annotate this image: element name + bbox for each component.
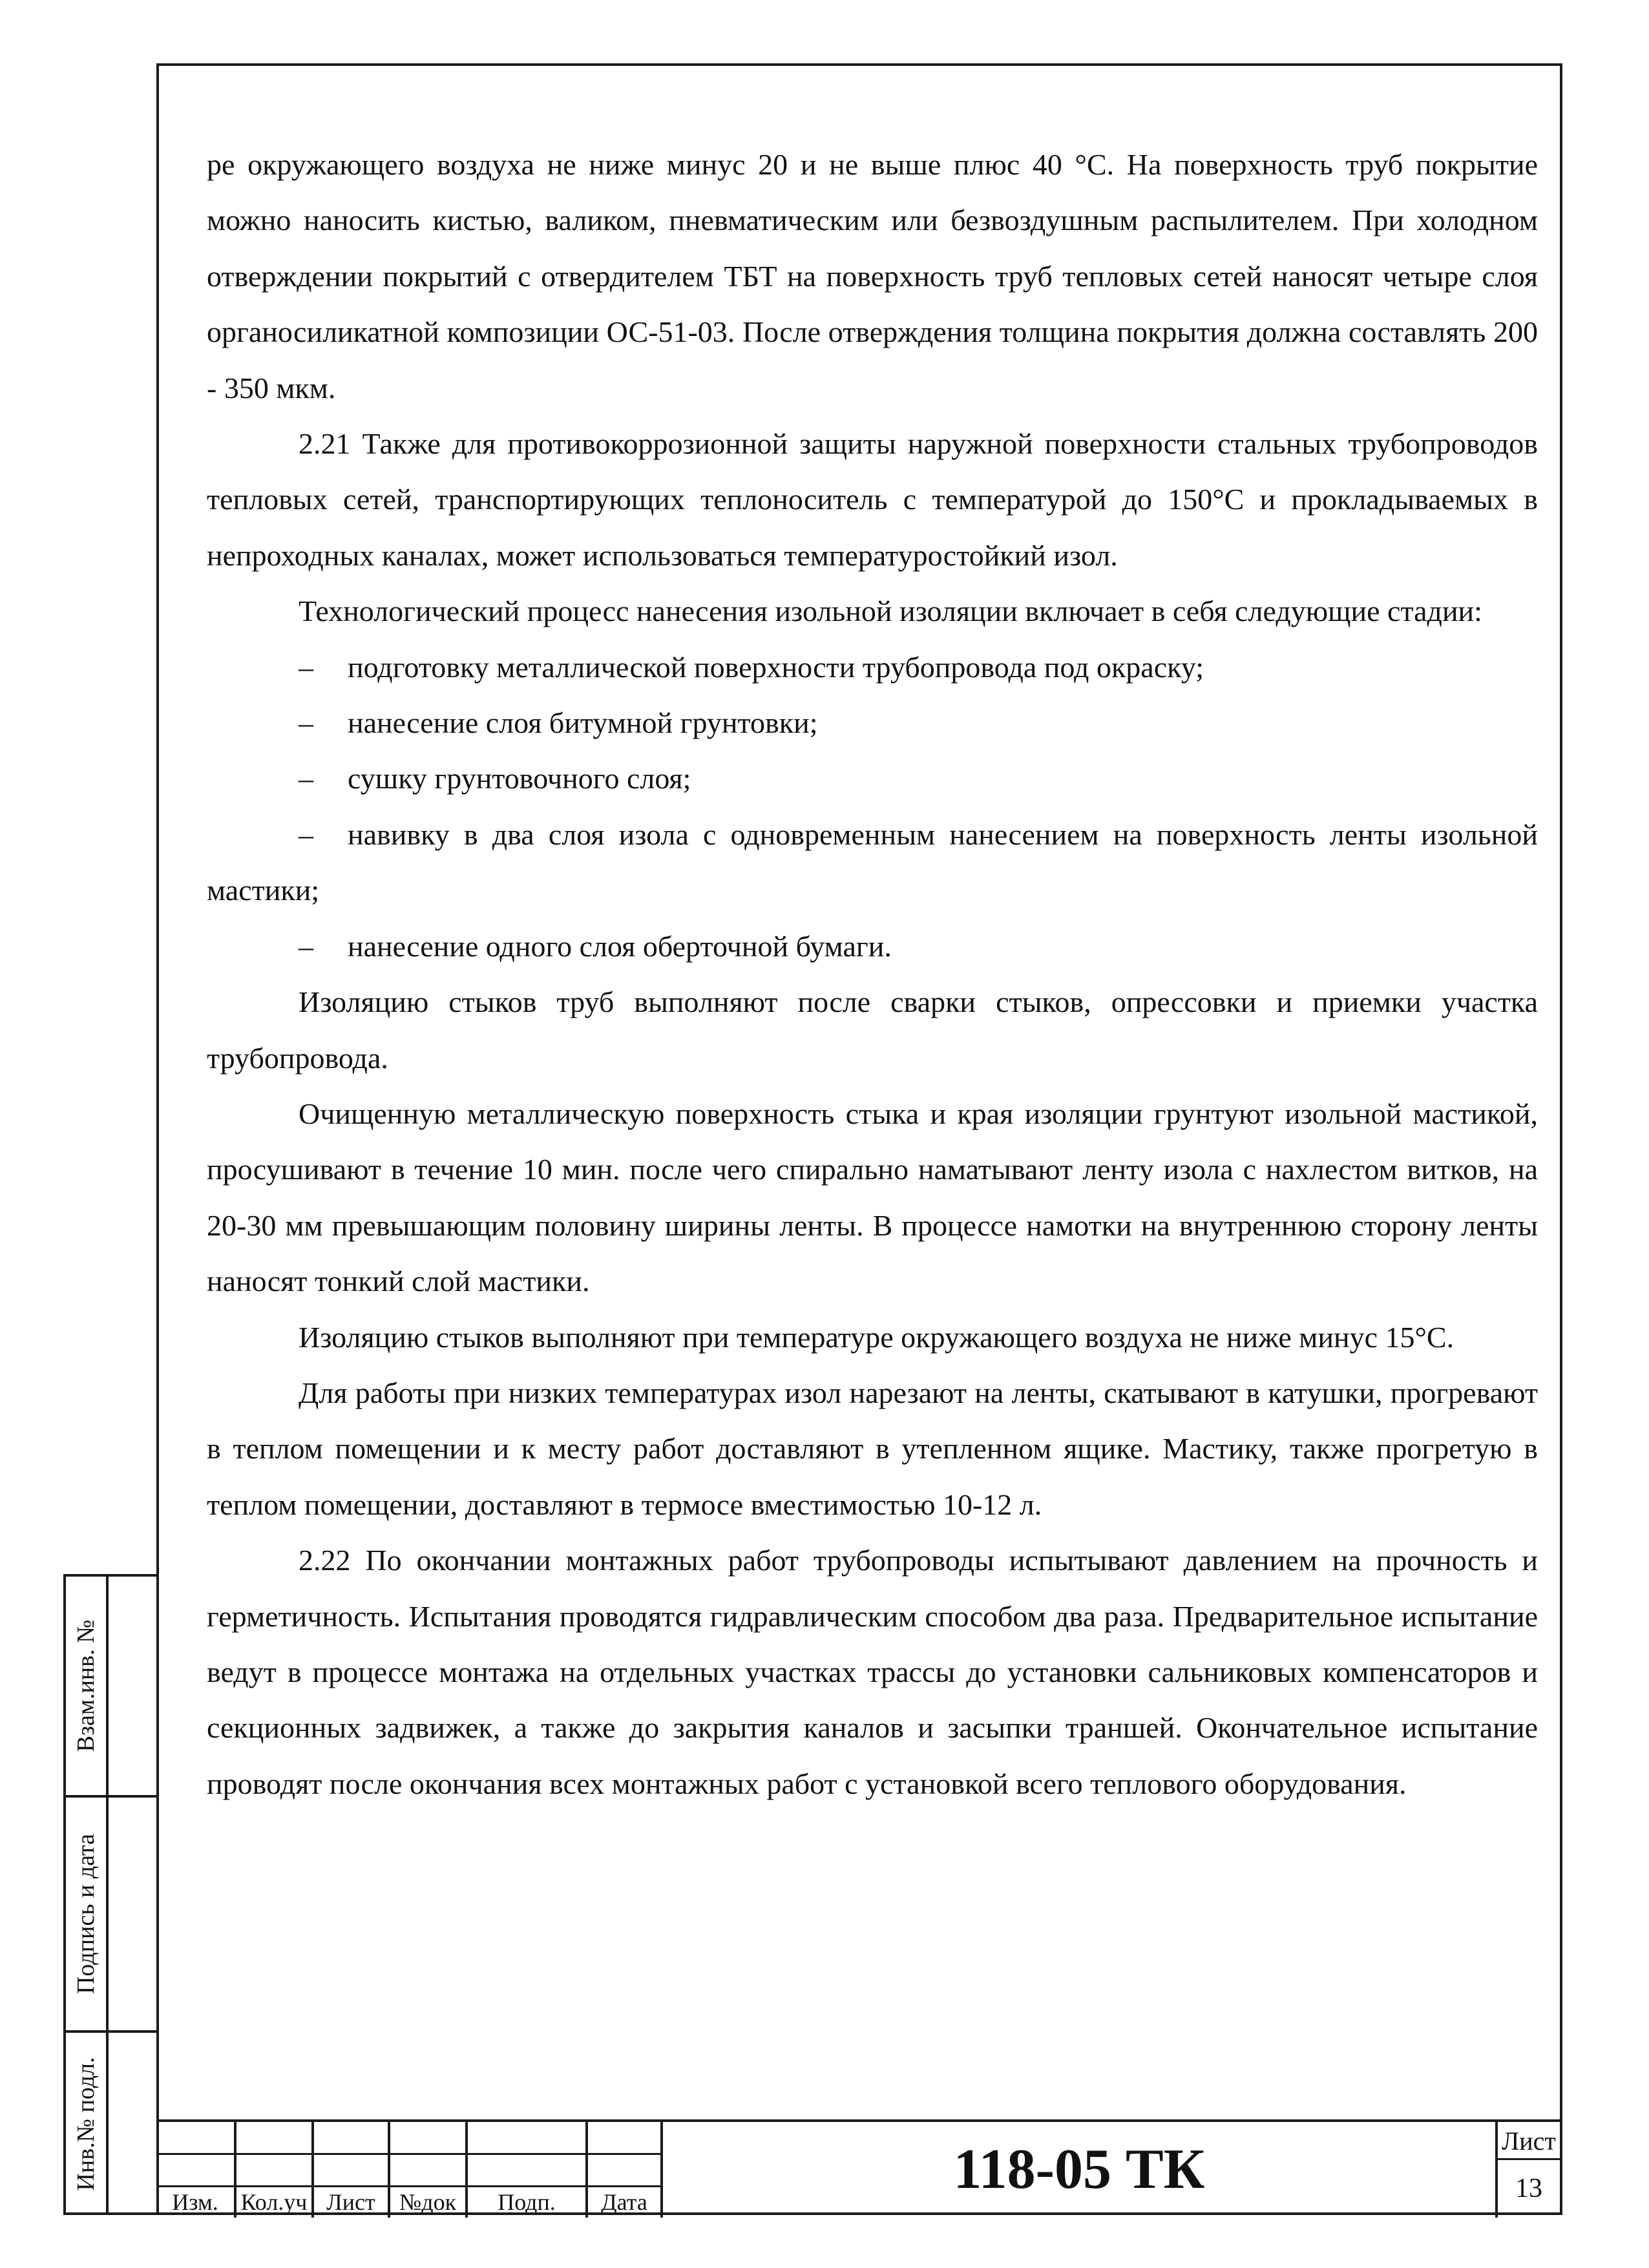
list-dash: –	[299, 762, 313, 795]
title-block	[156, 2119, 1562, 2218]
podpis-data-label: Подпись и дата	[72, 1833, 100, 1995]
list-item	[207, 695, 1538, 751]
ndok-label: №док	[399, 2189, 457, 2215]
list-item	[207, 807, 1538, 919]
side-cell-inv	[66, 2033, 156, 2215]
list-dash: –	[299, 929, 313, 963]
paragraph: Технологический процесс нанесения изольной изоляции включает в себя следующие стадии:	[299, 594, 1482, 628]
list-item-text: подготовку металлической поверхности трубопровода под окраску;	[348, 650, 1204, 684]
kolvo-label: Кол.уч	[240, 2189, 308, 2215]
sheet-number: 13	[1515, 2174, 1542, 2203]
list-item-text: сушку грунтовочного слоя;	[348, 762, 691, 795]
list-item-text: нанесение слоя битумной грунтовки;	[348, 706, 818, 740]
list-label: Лист	[326, 2189, 375, 2215]
paragraph: 2.22 По окончании монтажных работ трубопроводы испытывают давлением на прочность и герметичность. Испытания проводятся гидравлическим способом два раза. Предварительное испытание ведут в процессе монтажа на отдельных участках трассы до установки сальниковых компенсаторов и секционных задвижек, а также до закрытия каналов и засыпки траншей. Окончательное испытание проводят после окончания всех монтажных работ с установкой всего теплового оборудования.	[207, 1544, 1538, 1800]
list-item	[207, 751, 1538, 806]
document-code: 118-05 ТК	[953, 2138, 1205, 2201]
side-cell-podpis	[66, 1798, 156, 2033]
podp-label: Подп.	[498, 2189, 556, 2215]
list-item-text: нанесение одного слоя оберточной бумаги.	[348, 929, 892, 963]
sheet-label: Лист	[1502, 2126, 1556, 2156]
paragraph: ре окружающего воздуха не ниже минус 20 и не выше плюс 40 °С. На поверхность труб покрытие можно наносить кистью, валиком, пневматическим или безвоздушным распылителем. При холодном отверждении покрытий с отвердителем ТБТ на поверхность труб тепловых сетей наносят четыре слоя органосиликатной композиции ОС-51-03. После отверждения толщина покрытия должна составлять 200 - 350 мкм.	[207, 148, 1538, 404]
paragraph: Изоляцию стыков труб выполняют после сварки стыков, опрессовки и приемки участка трубопровода.	[207, 985, 1538, 1075]
paragraph: Изоляцию стыков выполняют при температуре окружающего воздуха не ниже минус 15°С.	[299, 1320, 1455, 1354]
side-cell-vzam	[66, 1577, 156, 1798]
list-item-text: навивку в два слоя изола с одновременным нанесением на поверхность ленты изольной мастики;	[207, 817, 1538, 907]
inv-podl-label: Инв.№ подл.	[72, 2057, 100, 2191]
list-item	[207, 919, 1538, 974]
data-label: Дата	[601, 2189, 647, 2215]
vzam-inv-label: Взам.инв. №	[72, 1619, 100, 1752]
paragraph: 2.21 Также для противокоррозионной защиты наружной поверхности стальных трубопроводов тепловых сетей, транспортирующих теплоноситель с температурой до 150°С и прокладываемых в непроходных каналах, может использоваться температуростойкий изол.	[207, 427, 1538, 572]
list-item	[207, 640, 1538, 695]
side-stamp	[63, 1574, 156, 2215]
list-dash: –	[299, 817, 313, 851]
paragraph: Очищенную металлическую поверхность стыка и края изоляции грунтуют изольной мастикой, просушивают в течение 10 мин. после чего спирально наматывают ленту изола с нахлестом витков, на 20-30 мм превышающим половину ширины ленты. В процессе намотки на внутреннюю сторону ленты наносят тонкий слой мастики.	[207, 1097, 1538, 1298]
document-body	[207, 137, 1538, 1812]
paragraph: Для работы при низких температурах изол нарезают на ленты, скатывают в катушки, прогревают в теплом помещении и к месту работ доставляют в утепленном ящике. Мастику, также прогретую в теплом помещении, доставляют в термосе вместимостью 10-12 л.	[207, 1376, 1538, 1521]
list-dash: –	[299, 650, 313, 684]
izm-label: Изм.	[172, 2189, 218, 2215]
list-dash: –	[299, 706, 313, 740]
